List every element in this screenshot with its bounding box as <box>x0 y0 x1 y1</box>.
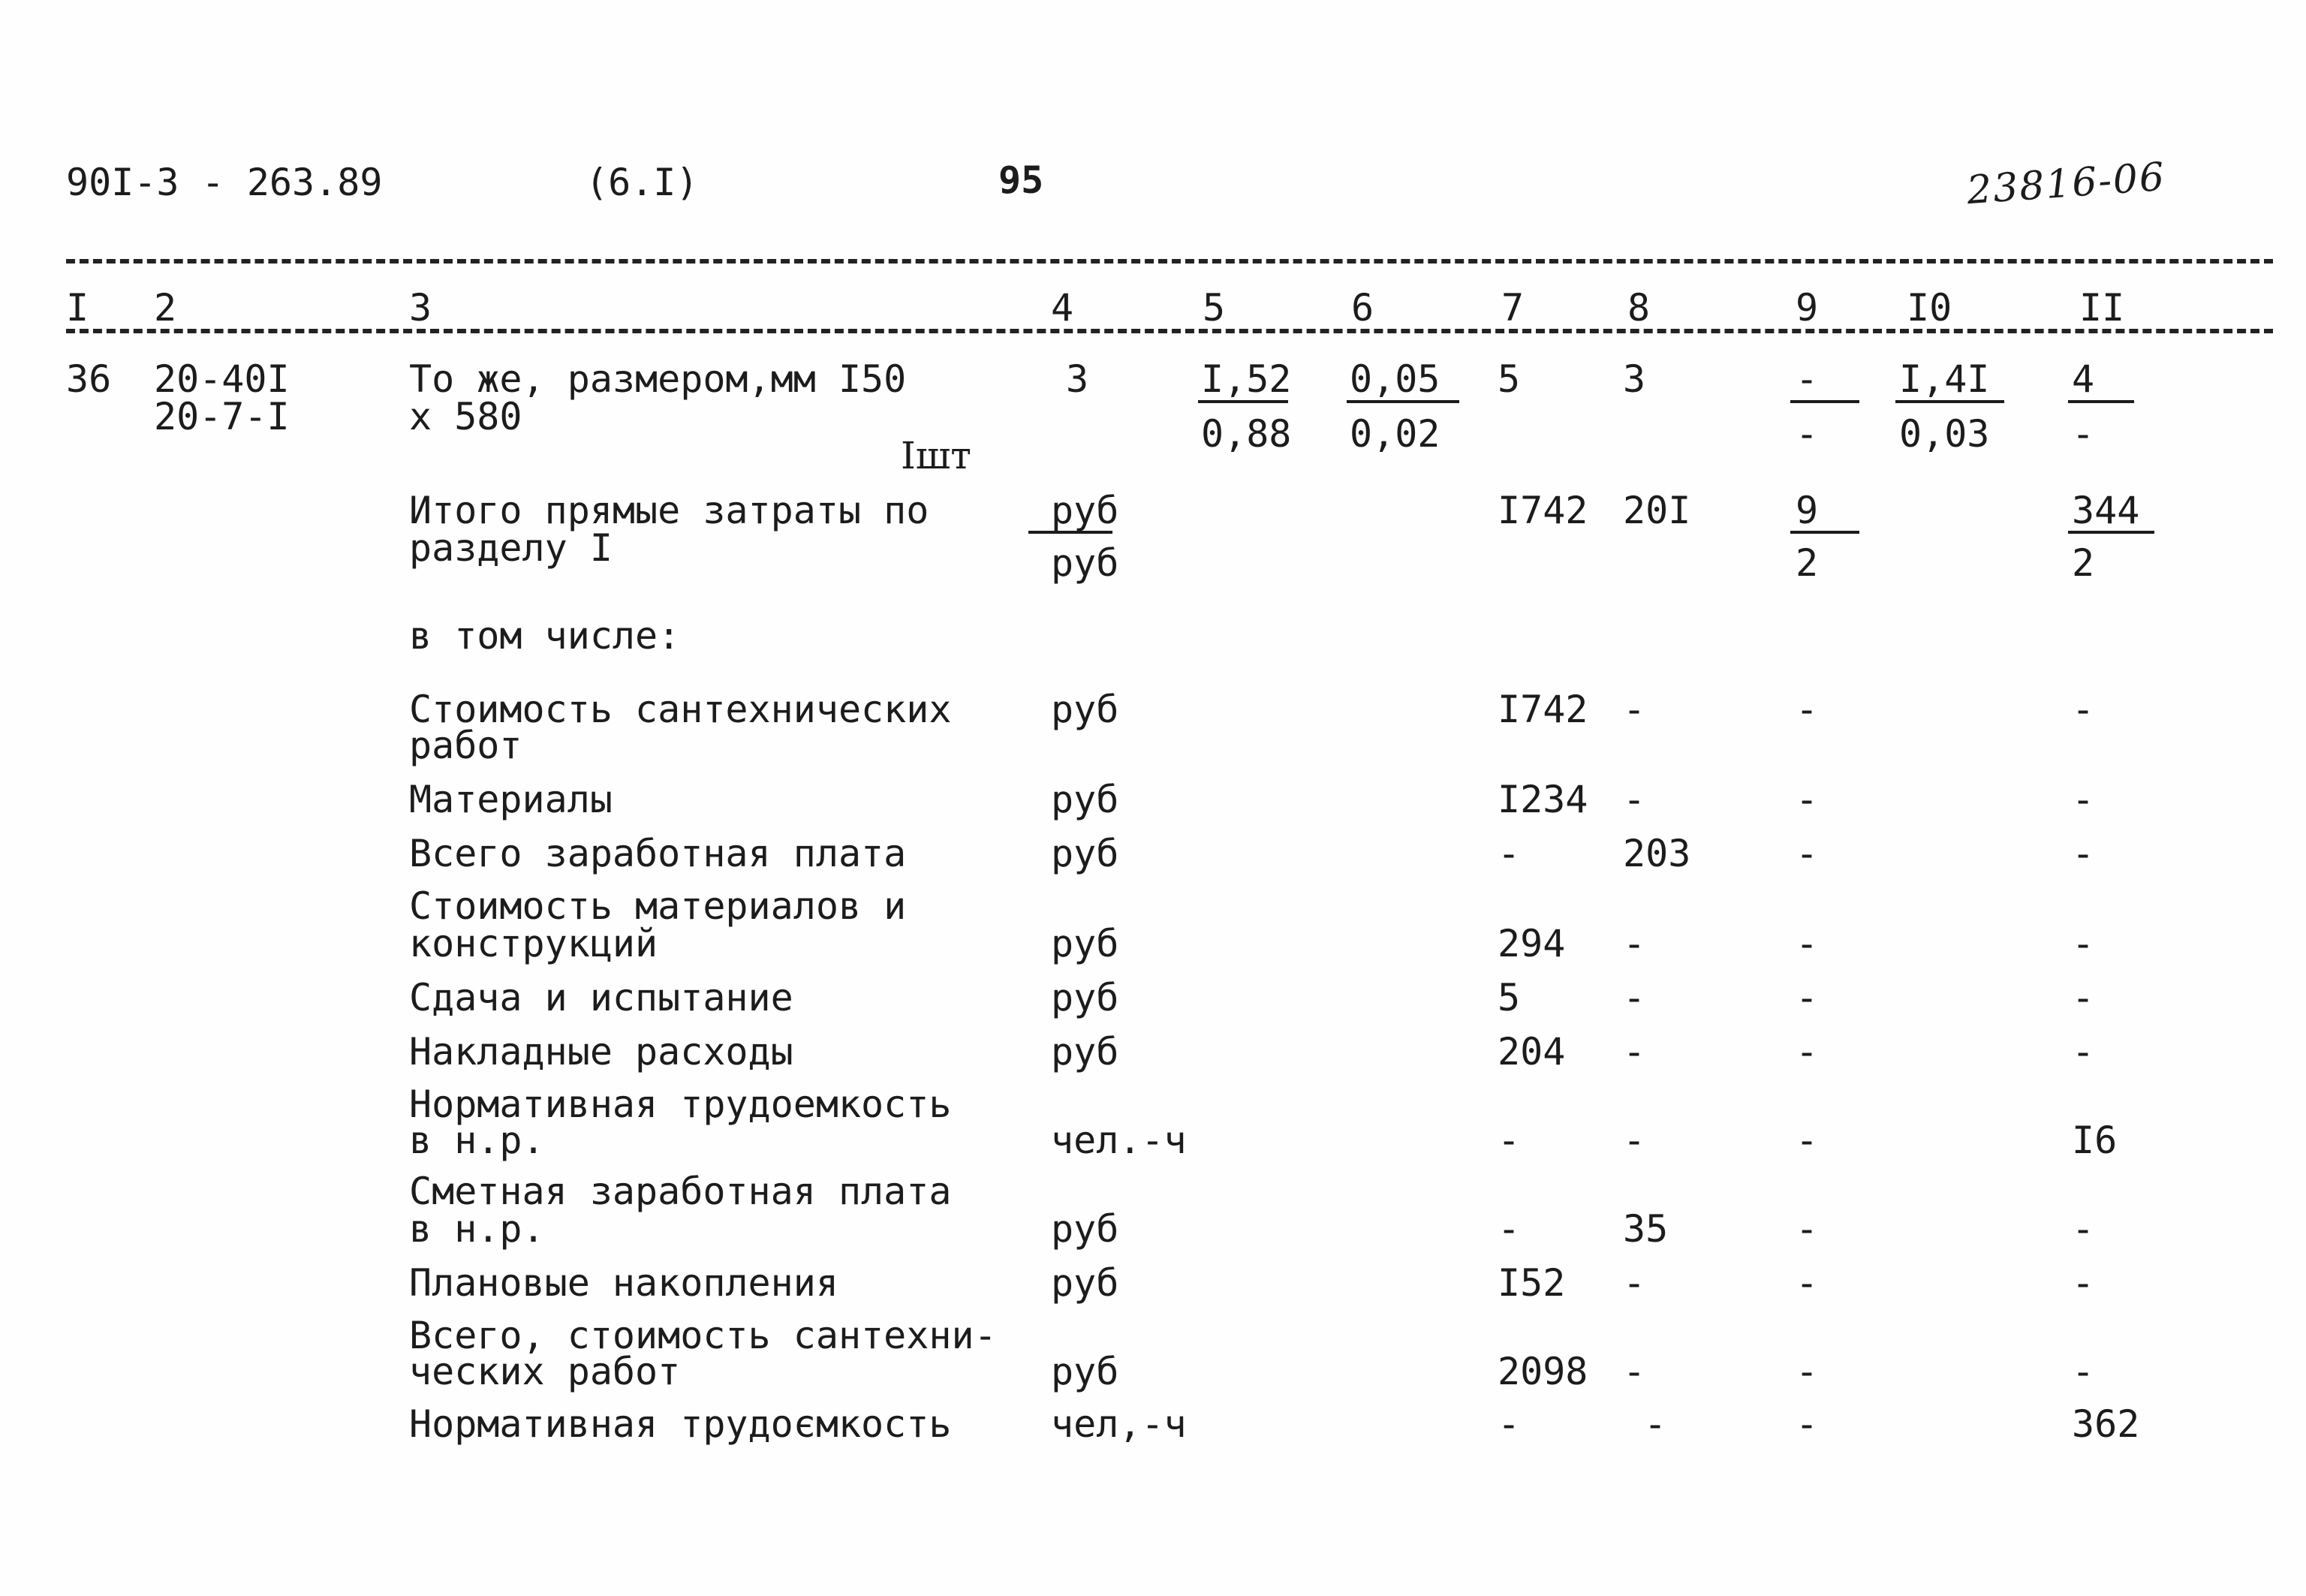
unit-cost-machines-wages: 0,02 <box>1350 412 1440 456</box>
column-number: II <box>2079 286 2125 330</box>
fraction-line <box>2068 400 2134 403</box>
row-description: Сдача и испытание <box>409 976 793 1019</box>
row-wages: - <box>1623 688 1646 731</box>
row-unit: руб <box>1051 976 1119 1019</box>
row-wages: - <box>1623 1030 1646 1074</box>
row-cost: I52 <box>1498 1261 1566 1305</box>
fraction-line <box>1198 400 1288 403</box>
column-number: I <box>66 286 89 330</box>
total-machines-wages: - <box>1796 412 1819 456</box>
row-wages: - <box>1623 778 1646 821</box>
row-description: ческих работ <box>409 1350 681 1393</box>
row-description: в н.р. <box>409 1207 545 1251</box>
row-description: Плановые накопления <box>409 1261 838 1305</box>
labor-per-unit-lower: 0,03 <box>1899 412 1990 456</box>
row-machines: - <box>1796 1207 1819 1251</box>
unit-note: Iшт <box>901 434 971 477</box>
row-labor: 362 <box>2072 1402 2140 1446</box>
section-code: (6.I) <box>586 161 699 204</box>
row-labor: - <box>2072 688 2095 731</box>
row-wages: - <box>1623 1350 1646 1393</box>
row-labor: - <box>2072 1030 2095 1074</box>
row-unit: чел,-ч <box>1051 1402 1187 1446</box>
page-number: 95 <box>998 158 1044 202</box>
row-machines: - <box>1796 1119 1819 1162</box>
total-cost: I742 <box>1498 489 1588 532</box>
row-description: конструкций <box>409 922 658 965</box>
column-number: 4 <box>1051 286 1074 330</box>
row-cost: - <box>1498 1119 1521 1162</box>
top-dashed-rule <box>66 259 2273 263</box>
row-description: Материалы <box>409 778 613 821</box>
total-description: Итого прямые затраты по <box>409 489 929 532</box>
total-description: разделу I <box>409 526 613 570</box>
handwritten-registration-number: 23816-06 <box>1965 154 2167 214</box>
labor-total-lower: - <box>2072 412 2095 456</box>
row-description: Нормативная трудоемкость <box>409 1083 952 1126</box>
row-wages: - <box>1644 1402 1667 1446</box>
total-machines: - <box>1796 357 1819 401</box>
row-machines: - <box>1796 1350 1819 1393</box>
price-code: 20-7-I <box>154 395 290 438</box>
labor-total: 4 <box>2072 357 2095 401</box>
column-number: 2 <box>154 286 177 330</box>
row-labor: - <box>2072 976 2095 1019</box>
row-machines: - <box>1796 1402 1819 1446</box>
total-unit: руб <box>1051 489 1119 532</box>
total-wages: 3 <box>1623 357 1646 401</box>
row-machines: - <box>1796 688 1819 731</box>
row-unit: руб <box>1051 688 1119 731</box>
row-labor: - <box>2072 922 2095 965</box>
row-machines: - <box>1796 1261 1819 1305</box>
column-number: 6 <box>1351 286 1374 330</box>
row-wages: 35 <box>1623 1207 1669 1251</box>
row-cost: - <box>1498 1402 1521 1446</box>
item-description: x 580 <box>409 395 522 438</box>
row-unit: руб <box>1051 778 1119 821</box>
row-unit: руб <box>1051 1261 1119 1305</box>
document-code: 90I-3 - 263.89 <box>66 161 383 204</box>
row-labor: - <box>2072 778 2095 821</box>
row-labor: I6 <box>2072 1119 2118 1162</box>
row-cost: I234 <box>1498 778 1588 821</box>
including-label: в том числе: <box>409 614 681 658</box>
total-cost: 5 <box>1498 357 1521 401</box>
row-cost: 5 <box>1498 976 1521 1019</box>
column-number: 3 <box>409 286 432 330</box>
row-description: Сметная заработная плата <box>409 1170 952 1213</box>
row-cost: - <box>1498 832 1521 875</box>
fraction-line <box>1790 400 1859 403</box>
row-unit: руб <box>1051 1030 1119 1074</box>
column-number: 7 <box>1501 286 1525 330</box>
total-labor-lower: 2 <box>2072 541 2095 585</box>
row-cost: - <box>1498 1207 1521 1251</box>
unit-cost-machines: 0,05 <box>1350 357 1440 401</box>
fraction-line <box>1790 531 1859 534</box>
row-unit: руб <box>1051 832 1119 875</box>
item-number: 36 <box>66 357 112 401</box>
row-description: Стоимость материалов и <box>409 884 907 928</box>
total-labor: 344 <box>2072 489 2140 532</box>
row-description: Стоимость сантехнических <box>409 688 952 731</box>
row-labor: - <box>2072 1350 2095 1393</box>
row-cost: 2098 <box>1498 1350 1588 1393</box>
total-unit-lower: руб <box>1051 541 1119 585</box>
row-wages: - <box>1623 922 1646 965</box>
total-wages: 20I <box>1623 489 1691 532</box>
row-labor: - <box>2072 1261 2095 1305</box>
row-machines: - <box>1796 778 1819 821</box>
unit-cost-total: I,52 <box>1201 357 1292 401</box>
total-machines-lower: 2 <box>1796 541 1819 585</box>
row-cost: I742 <box>1498 688 1588 731</box>
labor-per-unit: I,4I <box>1899 357 1990 401</box>
row-unit: руб <box>1051 922 1119 965</box>
row-wages: - <box>1623 1261 1646 1305</box>
row-machines: - <box>1796 1030 1819 1074</box>
row-labor: - <box>2072 832 2095 875</box>
row-description: работ <box>409 724 522 767</box>
row-description: Всего заработная плата <box>409 832 907 875</box>
total-machines: 9 <box>1796 489 1819 532</box>
column-number: I0 <box>1907 286 1952 330</box>
row-cost: 204 <box>1498 1030 1566 1074</box>
unit-cost-wages: 0,88 <box>1201 412 1292 456</box>
column-number: 9 <box>1796 286 1819 330</box>
fraction-line <box>1347 400 1459 403</box>
row-machines: - <box>1796 976 1819 1019</box>
row-wages: 203 <box>1623 832 1691 875</box>
row-description: Нормативная трудоємкость <box>409 1402 952 1446</box>
item-description: То же, размером,мм I50 <box>409 357 907 401</box>
row-wages: - <box>1623 976 1646 1019</box>
row-wages: - <box>1623 1119 1646 1162</box>
column-number: 8 <box>1627 286 1651 330</box>
row-cost: 294 <box>1498 922 1566 965</box>
row-machines: - <box>1796 832 1819 875</box>
row-machines: - <box>1796 922 1819 965</box>
fraction-line <box>1895 400 2004 403</box>
quantity: 3 <box>1066 357 1089 401</box>
row-description: Всего, стоимость сантехни- <box>409 1314 997 1357</box>
column-number: 5 <box>1203 286 1226 330</box>
row-unit: руб <box>1051 1207 1119 1251</box>
row-description: в н.р. <box>409 1119 545 1162</box>
fraction-line <box>2068 531 2154 534</box>
row-unit: чел.-ч <box>1051 1119 1187 1162</box>
fraction-line <box>1028 531 1112 534</box>
row-description: Накладные расходы <box>409 1030 793 1074</box>
row-unit: руб <box>1051 1350 1119 1393</box>
price-code: 20-40I <box>154 357 290 401</box>
row-labor: - <box>2072 1207 2095 1251</box>
